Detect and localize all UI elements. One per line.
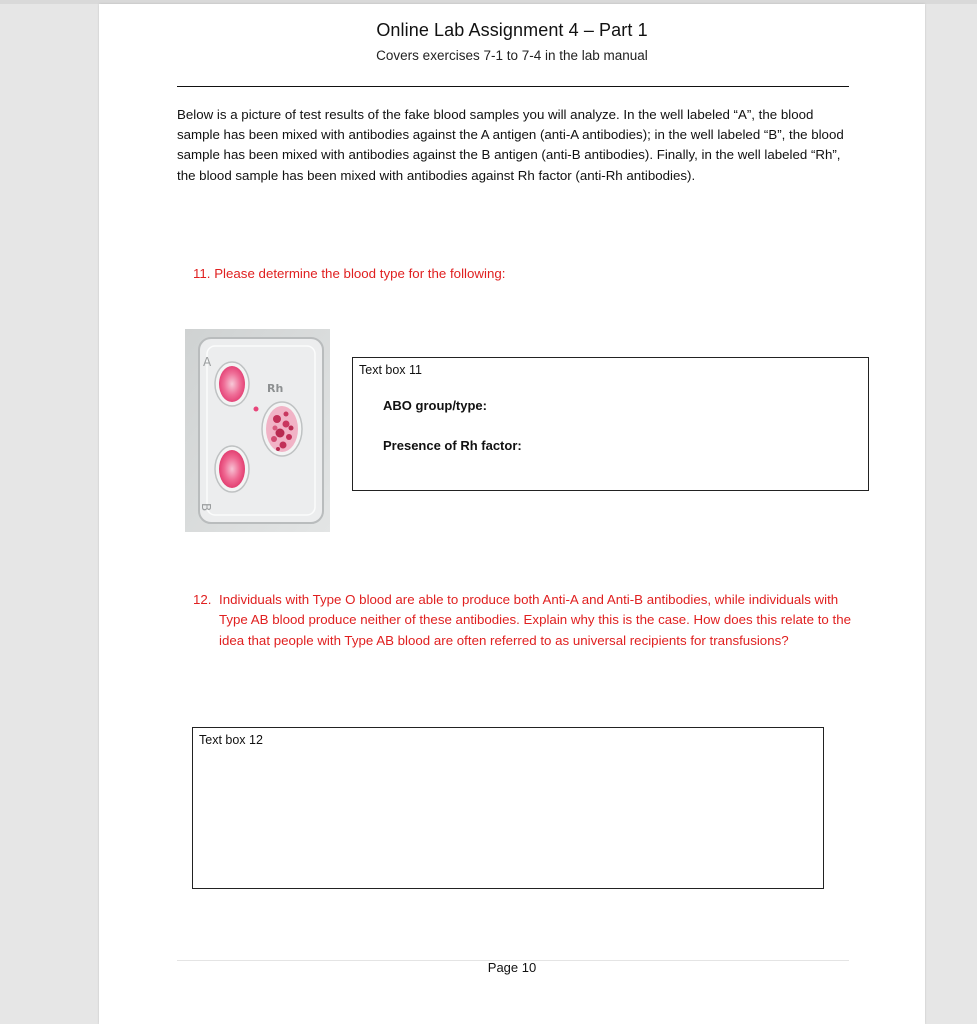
intro-paragraph: Below is a picture of test results of the fake blood samples you will analyze. In the well labeled “A”, the blood sample has been mixed with antibodies against the A antigen (anti-A antibodies); in the well labeled “B”, the blood sample has been mixed with antibodies against the B antigen (anti-B antibodies). Finally, in the well labeled “Rh”, the blood sample has been mixed with antibodies against Rh factor (anti-Rh antibodies). <box>177 107 844 183</box>
page-subtitle: Covers exercises 7-1 to 7-4 in the lab manual <box>376 48 648 63</box>
text-box-12-label: Text box 12 <box>199 733 263 747</box>
well-b-blood <box>219 450 245 488</box>
test-tray <box>199 338 323 523</box>
rh-factor-field[interactable]: Presence of Rh factor: <box>383 438 522 453</box>
question-11-prompt: 11. Please determine the blood type for the following: <box>193 266 506 281</box>
text-box-11[interactable] <box>352 357 869 491</box>
question-12-text: Individuals with Type O blood are able to produce both Anti-A and Anti-B antibodies, while individuals with Type AB blood produce neither of these antibodies. Explain why this is the case. How does this relate to the idea that people with Type AB blood are often referred to as universal recipients for transfusions? <box>219 592 851 648</box>
well-label-rh: Rh <box>267 382 284 395</box>
blood-drop <box>254 407 259 412</box>
question-12-prompt <box>193 590 853 651</box>
abo-group-field[interactable]: ABO group/type: <box>383 398 487 413</box>
well-label-b: B <box>199 503 213 512</box>
text-box-12[interactable] <box>192 727 824 889</box>
header-divider <box>177 86 849 87</box>
well-label-a: A <box>203 355 212 369</box>
text-box-11-label: Text box 11 <box>359 363 423 377</box>
document-page <box>99 4 925 1024</box>
page-number: Page 10 <box>487 960 537 975</box>
well-a-blood <box>219 366 245 402</box>
blood-test-photo <box>185 329 330 532</box>
page-title: Online Lab Assignment 4 – Part 1 <box>376 20 648 40</box>
question-12-number: 12. <box>193 592 212 607</box>
